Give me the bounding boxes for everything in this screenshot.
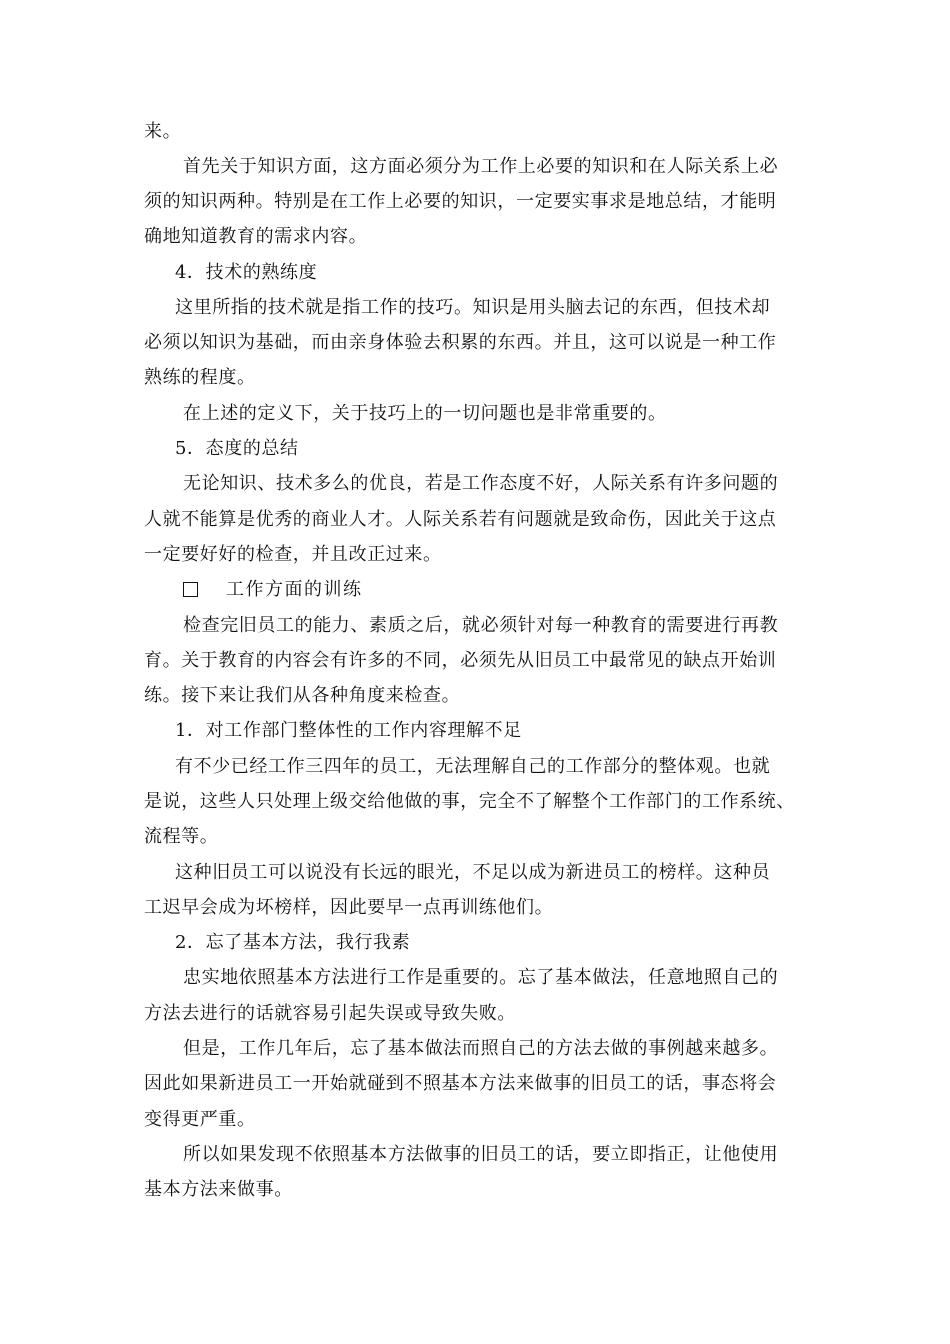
text-line: 所以如果发现不依照基本方法做事的旧员工的话，要立即指正，让他使用: [183, 1144, 779, 1165]
text-line: 育。关于教育的内容会有许多的不同，必须先从旧员工中最常见的缺点开始训: [144, 650, 777, 671]
text-line: 熟练的程度。: [144, 367, 256, 388]
checkbox-square-icon: [183, 582, 198, 597]
text-line: 确地知道教育的需求内容。: [144, 226, 368, 247]
text-line: 来。: [144, 121, 182, 142]
text-line: 在上述的定义下，关于技巧上的一切问题也是非常重要的。: [183, 403, 667, 424]
text-line: 变得更严重。: [144, 1109, 256, 1130]
section-heading: [183, 578, 363, 602]
text-line: 人就不能算是优秀的商业人才。人际关系若有问题就是致命伤，因此关于这点: [144, 509, 777, 530]
text-line: 必须以知识为基础，而由亲身体验去积累的东西。并且，这可以说是一种工作: [144, 332, 777, 353]
text-line: 无论知识、技术多么的优良，若是工作态度不好，人际关系有许多问题的: [183, 473, 779, 494]
section-number-heading: 1．对工作部门整体性的工作内容理解不足: [175, 720, 522, 741]
text-line: 因此如果新进员工一开始就碰到不照基本方法来做事的旧员工的话，事态将会: [144, 1073, 777, 1094]
text-line: 须的知识两种。特别是在工作上必要的知识，一定要实事求是地总结，才能明: [144, 191, 777, 212]
section-number-heading: 4．技术的熟练度: [175, 262, 318, 283]
text-line: 但是，工作几年后，忘了基本做法而照自己的方法去做的事例越来越多。: [183, 1038, 779, 1059]
text-line: 忠实地依照基本方法进行工作是重要的。忘了基本做法，任意地照自己的: [183, 967, 779, 988]
section-number-heading: 2．忘了基本方法，我行我素: [175, 932, 411, 953]
text-line: 检查完旧员工的能力、素质之后，就必须针对每一种教育的需要进行再教: [183, 615, 779, 636]
text-line: 一定要好好的检查，并且改正过来。: [144, 544, 442, 565]
text-line: 基本方法来做事。: [144, 1179, 293, 1200]
text-line: 这里所指的技术就是指工作的技巧。知识是用头脑去记的东西，但技术却: [175, 297, 771, 318]
text-line: 这种旧员工可以说没有长远的眼光，不足以成为新进员工的榜样。这种员: [175, 862, 771, 883]
text-line: 工迟早会成为坏榜样，因此要早一点再训练他们。: [144, 897, 554, 918]
text-line: 流程等。: [144, 826, 219, 847]
text-line: 首先关于知识方面，这方面必须分为工作上必要的知识和在人际关系上必: [183, 156, 779, 177]
section-number-heading: 5．态度的总结: [175, 438, 299, 459]
text-line: 方法去进行的话就容易引起失误或导致失败。: [144, 1003, 516, 1024]
text-line: 练。接下来让我们从各种角度来检查。: [144, 685, 461, 706]
section-heading-label: 工作方面的训练: [226, 579, 363, 600]
text-line: 是说，这些人只处理上级交给他做的事，完全不了解整个工作部门的工作系统、: [144, 791, 795, 812]
text-line: 有不少已经工作三四年的员工，无法理解自己的工作部分的整体观。也就: [175, 756, 771, 777]
